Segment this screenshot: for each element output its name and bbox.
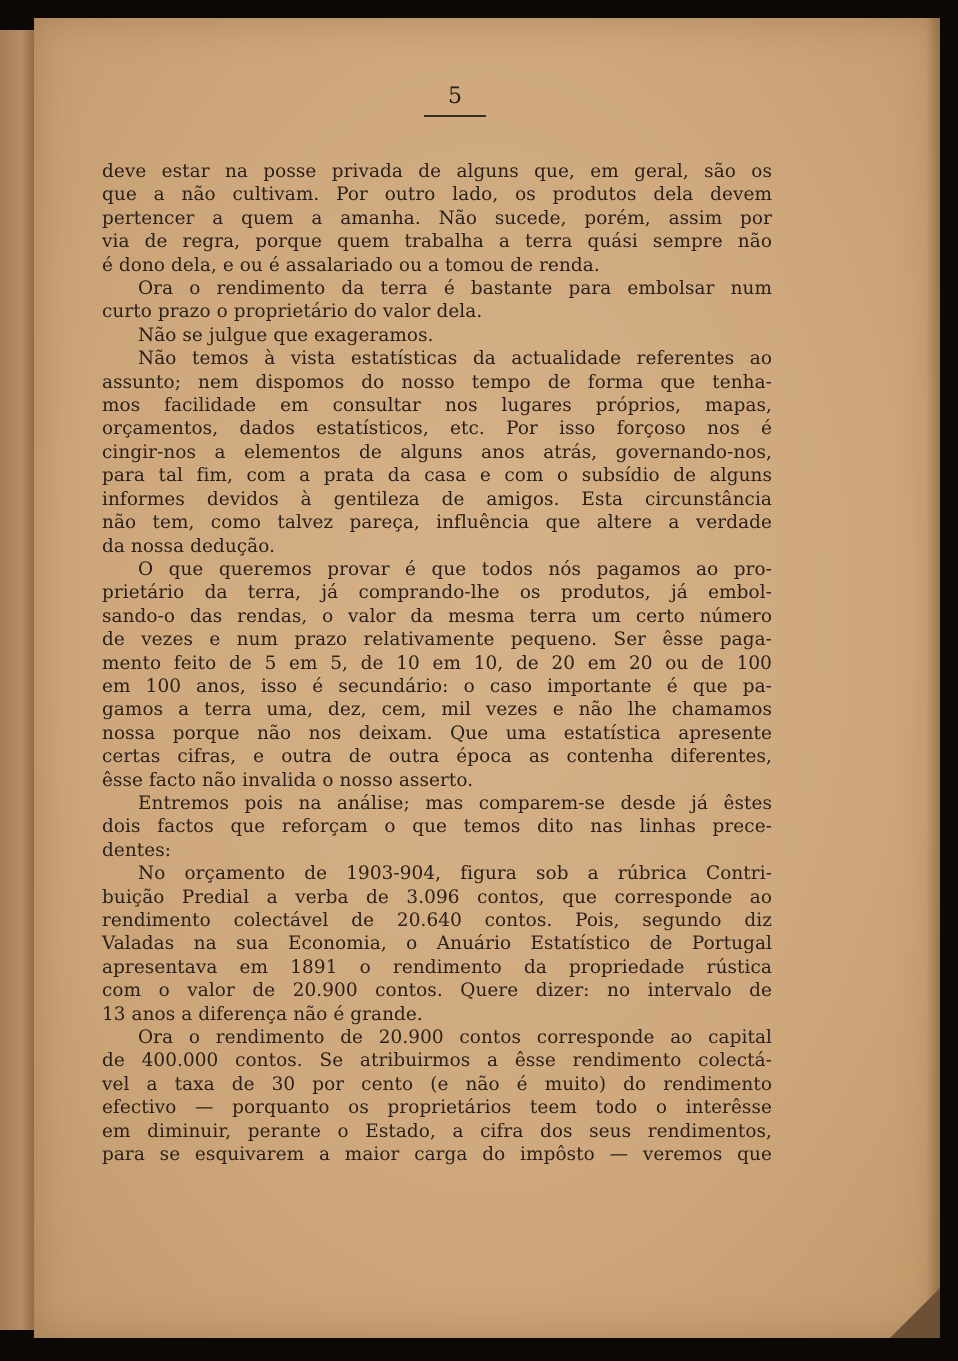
text-line: curto prazo o proprietário do valor dela.	[102, 301, 483, 323]
text-line: informes devidos à gentileza de amigos. Esta circunstância	[102, 488, 772, 510]
text-line: para se esquivarem a maior carga do impôsto — veremos que	[102, 1144, 772, 1166]
text-line: apresentava em 1891 o rendimento da propriedade rústica	[102, 956, 772, 978]
text-line: de vezes e num prazo relativamente pequeno. Ser êsse paga-	[102, 629, 772, 651]
text-line: é dono dela, e ou é assalariado ou a tomou de renda.	[102, 254, 600, 276]
text-line: Ora o rendimento da terra é bastante para embolsar num	[138, 278, 772, 300]
text-line: rendimento colectável de 20.640 contos. Pois, segundo diz	[102, 910, 772, 931]
previous-page-edge	[0, 30, 36, 1330]
text-line: Valadas na sua Economia, o Anuário Estatístico de Portugal	[102, 933, 772, 955]
text-line: buição Predial a verba de 3.096 contos, que corresponde ao	[102, 886, 772, 908]
text-line: em 100 anos, isso é secundário: o caso importante é que pa-	[102, 675, 772, 697]
page-number: 5	[448, 84, 462, 109]
page-edge-shadow	[926, 18, 940, 1338]
text-line: Não se julgue que exageramos.	[138, 324, 434, 346]
corner-fold	[890, 1288, 940, 1338]
text-line: não tem, como talvez pareça, influência que altere a verdade	[102, 512, 772, 534]
text-line: O que queremos provar é que todos nós pagamos ao pro-	[138, 558, 772, 580]
text-line: que a não cultivam. Por outro lado, os produtos dela devem	[102, 184, 772, 206]
text-line: mento feito de 5 em 5, de 10 em 10, de 20 em 20 ou de 100	[102, 652, 772, 674]
text-line: com o valor de 20.900 contos. Quere dizer: no intervalo de	[102, 980, 772, 1002]
text-line: Ora o rendimento de 20.900 contos corresponde ao capital	[138, 1027, 772, 1049]
text-line: 13 anos a diferença não é grande.	[102, 1003, 423, 1025]
text-line: orçamentos, dados estatísticos, etc. Por isso forçoso nos é	[102, 418, 772, 440]
text-line: de 400.000 contos. Se atribuirmos a êsse rendimento colectá-	[102, 1050, 772, 1072]
text-line: para tal fim, com a prata da casa e com o subsídio de alguns	[102, 465, 772, 487]
text-line: assunto; nem dispomos do nosso tempo de forma que tenha-	[102, 371, 772, 393]
body-text	[102, 160, 772, 1166]
text-line: sando-o das rendas, o valor da mesma terra um certo número	[102, 605, 772, 627]
text-line: pertencer a quem a amanha. Não sucede, porém, assim por	[102, 207, 772, 229]
text-line: prietário da terra, já comprando-lhe os produtos, já embol-	[102, 582, 772, 604]
text-line: dois factos que reforçam o que temos dito nas linhas prece-	[102, 816, 772, 838]
text-line: em diminuir, perante o Estado, a cifra dos seus rendimentos,	[102, 1120, 772, 1142]
text-line: Não temos à vista estatísticas da actualidade referentes ao	[138, 348, 772, 370]
text-line: No orçamento de 1903-904, figura sob a rúbrica Contri-	[138, 863, 772, 885]
text-line: êsse facto não invalida o nosso asserto.	[102, 769, 474, 791]
text-line: certas cifras, e outra de outra época as contenha diferentes,	[102, 746, 772, 768]
text-line: mos facilidade em consultar nos lugares próprios, mapas,	[102, 395, 772, 417]
text-line: efectivo — porquanto os proprietários teem todo o interêsse	[102, 1097, 772, 1119]
text-line: vel a taxa de 30 por cento (e não é muito) do rendimento	[102, 1073, 772, 1095]
text-line: nossa porque não nos deixam. Que uma estatística apresente	[102, 722, 772, 744]
text-line: da nossa dedução.	[102, 535, 276, 557]
text-line: dentes:	[102, 839, 172, 861]
text-line: deve estar na posse privada de alguns que, em geral, são os	[102, 161, 772, 182]
text-line: gamos a terra uma, dez, cem, mil vezes e não lhe chamamos	[102, 699, 772, 721]
text-line: cingir-nos a elementos de alguns anos atrás, governando-nos,	[102, 441, 772, 463]
page-number-rule	[424, 115, 486, 117]
text-line: via de regra, porque quem trabalha a terra quási sempre não	[102, 231, 772, 253]
text-line: Entremos pois na análise; mas comparem-se desde já êstes	[138, 792, 772, 814]
